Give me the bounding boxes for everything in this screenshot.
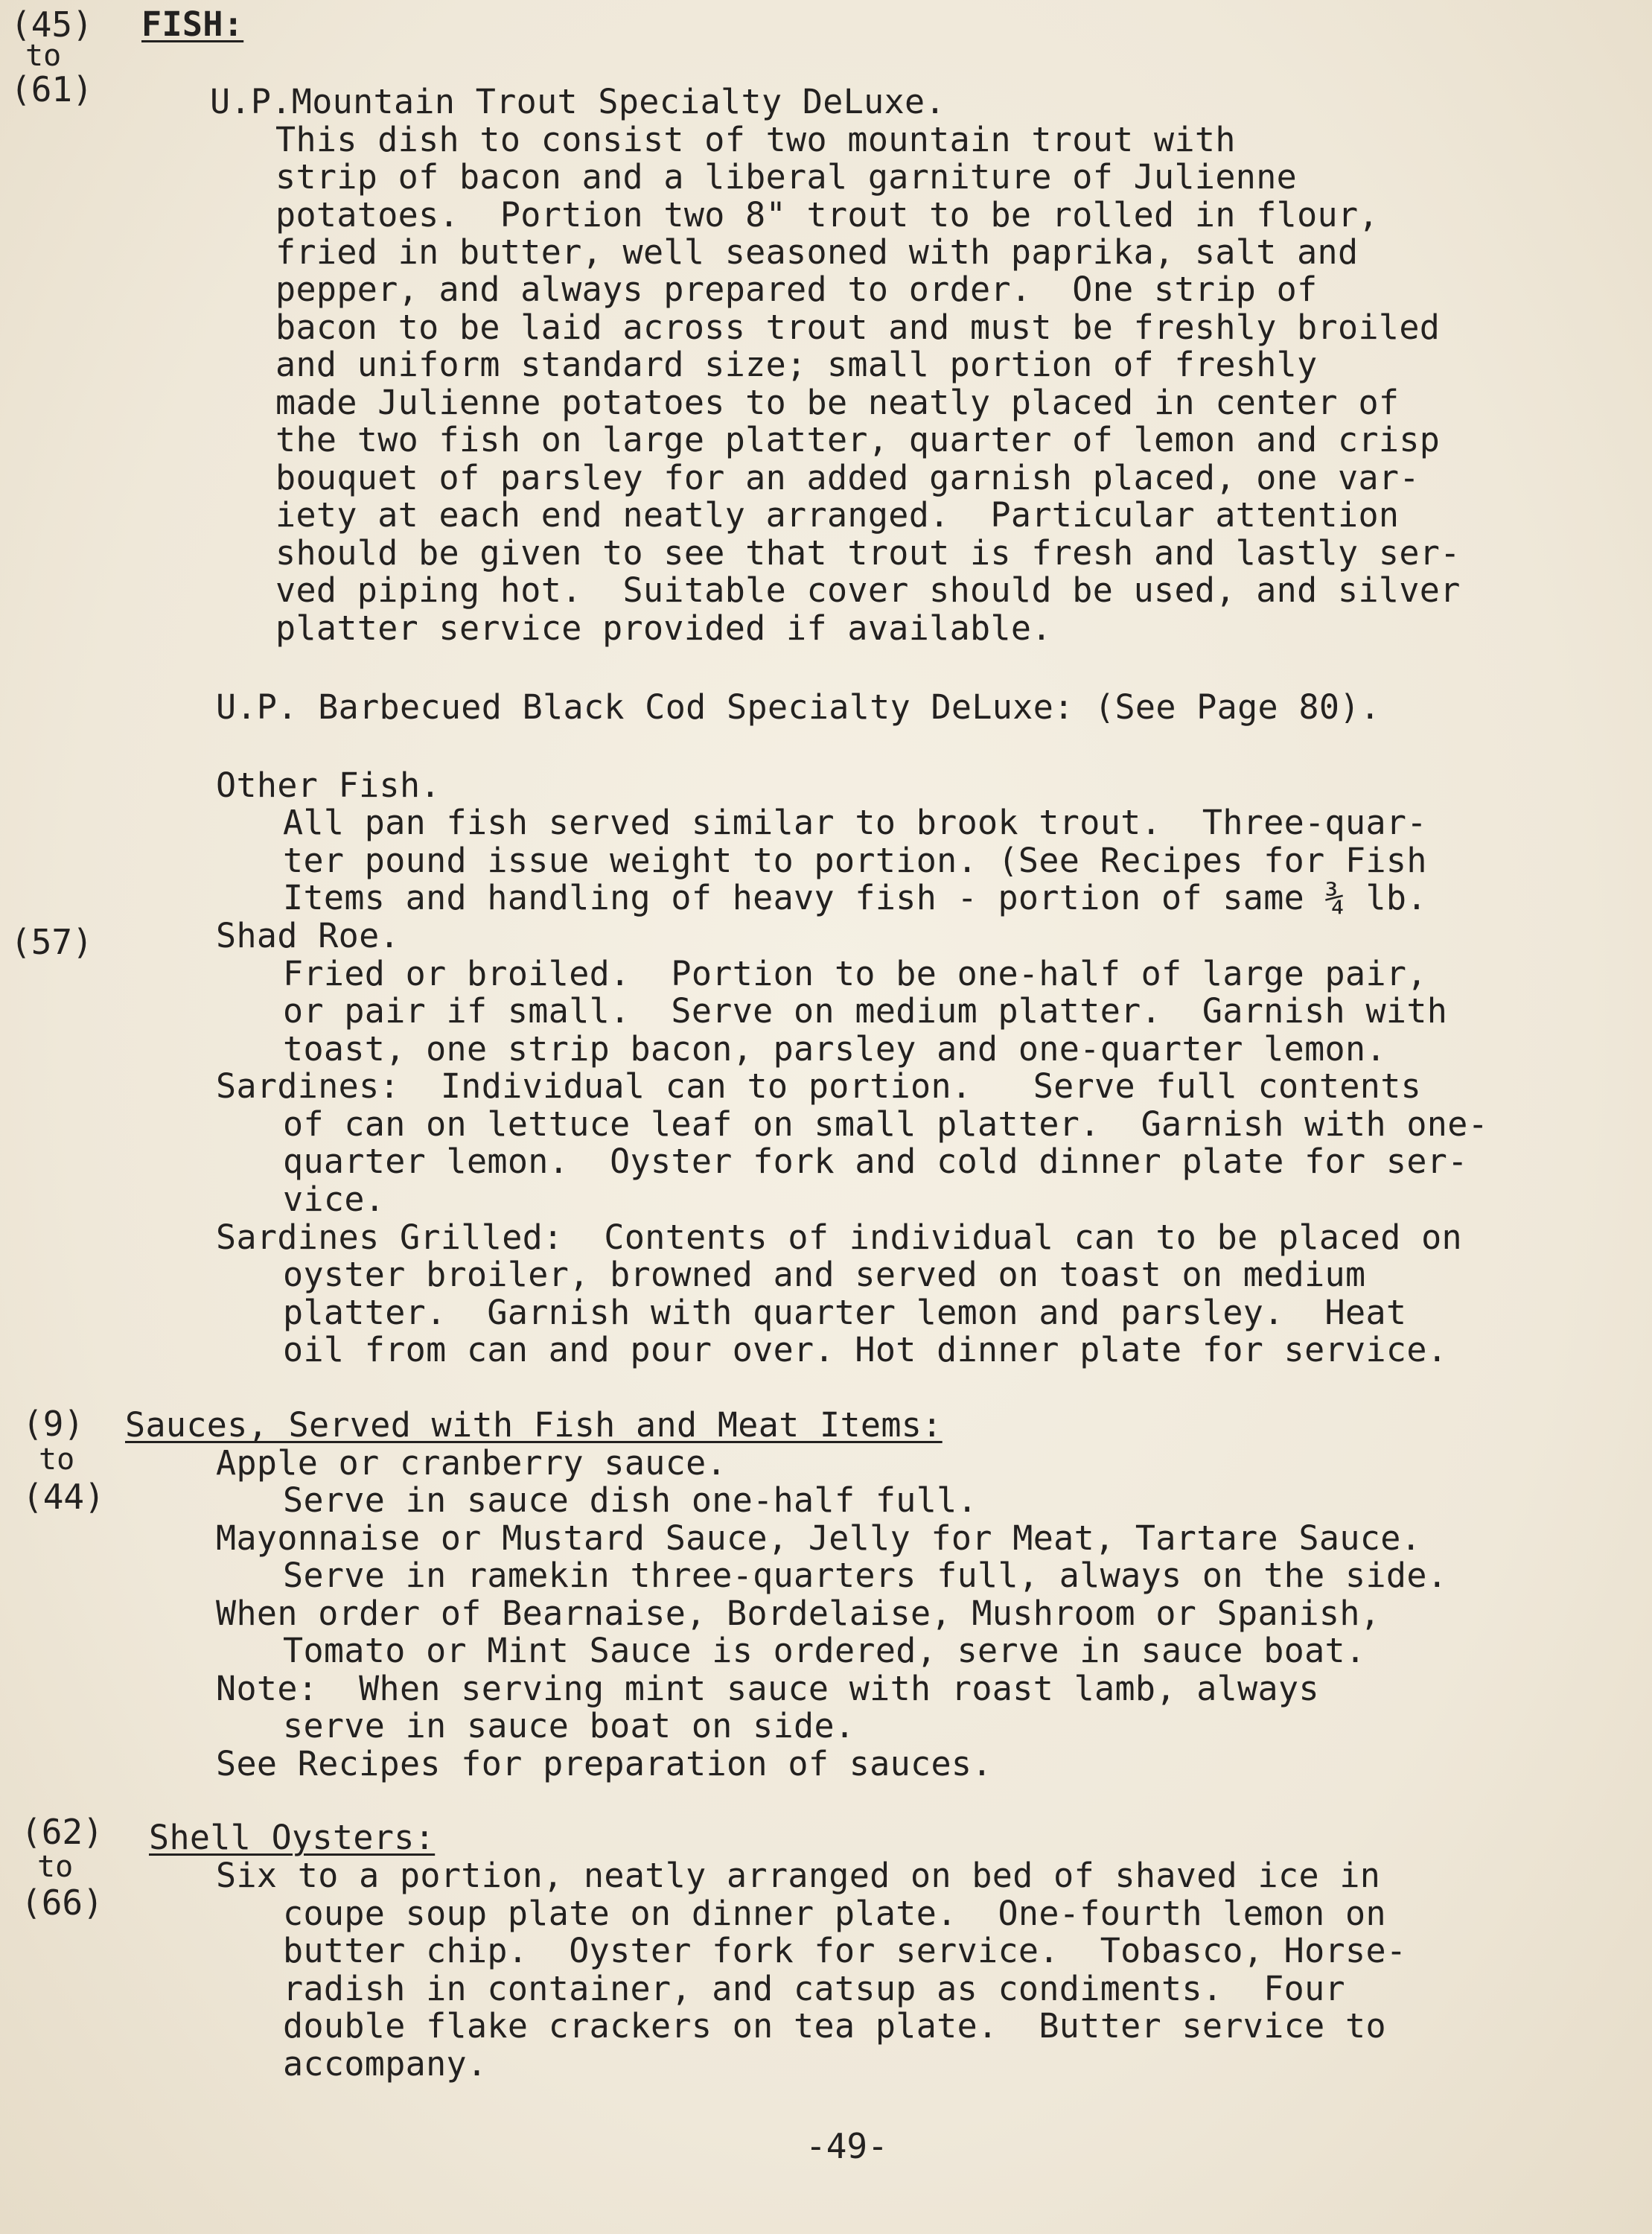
text-line: and uniform standard size; small portion of freshly: [275, 345, 1318, 384]
margin-number: to: [37, 1850, 74, 1884]
item-title-sardines-grilled: Sardines Grilled: Contents of individual can to be placed on: [216, 1218, 1462, 1257]
text-line: ved piping hot. Suitable cover should be used, and silver: [275, 570, 1461, 610]
text-line: potatoes. Portion two 8" trout to be rolled in flour,: [275, 195, 1379, 235]
text-line: platter. Garnish with quarter lemon and parsley. Heat: [283, 1293, 1407, 1332]
text-line: fried in butter, well seasoned with paprika, salt and: [275, 232, 1359, 272]
text-line: or pair if small. Serve on medium platter. Garnish with: [283, 991, 1448, 1031]
item-title-apple-sauce: Apple or cranberry sauce.: [216, 1443, 727, 1483]
text-line: strip of bacon and a liberal garniture of Julienne: [275, 157, 1298, 197]
text-line: should be given to see that trout is fresh and lastly ser-: [275, 533, 1461, 573]
text-line: Six to a portion, neatly arranged on bed of shaved ice in: [216, 1856, 1381, 1895]
text-line: See Recipes for preparation of sauces.: [216, 1744, 992, 1783]
text-line: coupe soup plate on dinner plate. One-fourth lemon on: [283, 1894, 1386, 1933]
text-line: vice.: [283, 1180, 386, 1219]
text-line: serve in sauce boat on side.: [283, 1706, 855, 1745]
margin-number: (57): [10, 922, 93, 962]
margin-number: (9): [22, 1404, 85, 1444]
text-line: Serve in ramekin three-quarters full, always on the side.: [283, 1556, 1448, 1595]
item-title-mayonnaise: Mayonnaise or Mustard Sauce, Jelly for Meat, Tartare Sauce.: [216, 1518, 1422, 1558]
text-line: bouquet of parsley for an added garnish placed, one var-: [275, 458, 1420, 497]
text-line: platter service provided if available.: [275, 608, 1052, 648]
text-line: ter pound issue weight to portion. (See Recipes for Fish: [283, 841, 1427, 880]
item-title-other-fish: Other Fish.: [216, 766, 441, 805]
item-title-sardines: Sardines: Individual can to portion. Serve full contents: [216, 1066, 1422, 1106]
item-title-trout: U.P.Mountain Trout Specialty DeLuxe.: [210, 82, 945, 121]
text-line: iety at each end neatly arranged. Particular attention: [275, 495, 1400, 535]
section-heading-oysters: Shell Oysters:: [149, 1818, 436, 1857]
text-line: bacon to be laid across trout and must be freshly broiled: [275, 308, 1441, 347]
margin-number: (44): [22, 1477, 105, 1517]
margin-number: (62): [21, 1812, 103, 1852]
item-title-bearnaise: When order of Bearnaise, Bordelaise, Mushroom or Spanish,: [216, 1594, 1381, 1633]
text-line: Items and handling of heavy fish - portion of same ¾ lb.: [283, 878, 1427, 917]
text-line: Fried or broiled. Portion to be one-half of large pair,: [283, 954, 1427, 993]
text-line: oil from can and pour over. Hot dinner plate for service.: [283, 1330, 1448, 1369]
text-line: All pan fish served similar to brook trout. Three-quar-: [283, 803, 1427, 842]
margin-number: to: [25, 39, 62, 73]
text-line: of can on lettuce leaf on small platter. Garnish with one-: [283, 1104, 1489, 1144]
text-line: oyster broiler, browned and served on toast on medium: [283, 1255, 1366, 1294]
margin-number: (45): [10, 4, 93, 45]
text-line: radish in container, and catsup as condiments. Four: [283, 1969, 1345, 2008]
text-line: toast, one strip bacon, parsley and one-quarter lemon.: [283, 1029, 1386, 1069]
margin-number: to: [39, 1442, 75, 1477]
section-heading-sauces: Sauces, Served with Fish and Meat Items:: [125, 1405, 943, 1445]
text-line: made Julienne potatoes to be neatly placed in center of: [275, 383, 1400, 422]
text-line: double flake crackers on tea plate. Butter service to: [283, 2006, 1386, 2046]
text-line: Tomato or Mint Sauce is ordered, serve in sauce boat.: [283, 1631, 1366, 1670]
margin-number: (66): [21, 1883, 103, 1923]
margin-number: (61): [10, 69, 93, 109]
section-heading-fish: FISH:: [141, 4, 244, 44]
text-line: Serve in sauce dish one-half full.: [283, 1480, 978, 1520]
item-title-shad-roe: Shad Roe.: [216, 916, 400, 955]
text-line: pepper, and always prepared to order. One strip of: [275, 270, 1318, 309]
item-title-black-cod: U.P. Barbecued Black Cod Specialty DeLuxe: (See Page 80).: [216, 687, 1381, 727]
text-line: quarter lemon. Oyster fork and cold dinner plate for ser-: [283, 1142, 1468, 1181]
note-line: Note: When serving mint sauce with roast lamb, always: [216, 1669, 1319, 1708]
text-line: butter chip. Oyster fork for service. Tobasco, Horse-: [283, 1931, 1407, 1970]
text-line: the two fish on large platter, quarter of lemon and crisp: [275, 420, 1441, 459]
text-line: accompany.: [283, 2044, 488, 2084]
page-number: -49-: [806, 2126, 888, 2166]
text-line: This dish to consist of two mountain trout with: [275, 120, 1236, 159]
